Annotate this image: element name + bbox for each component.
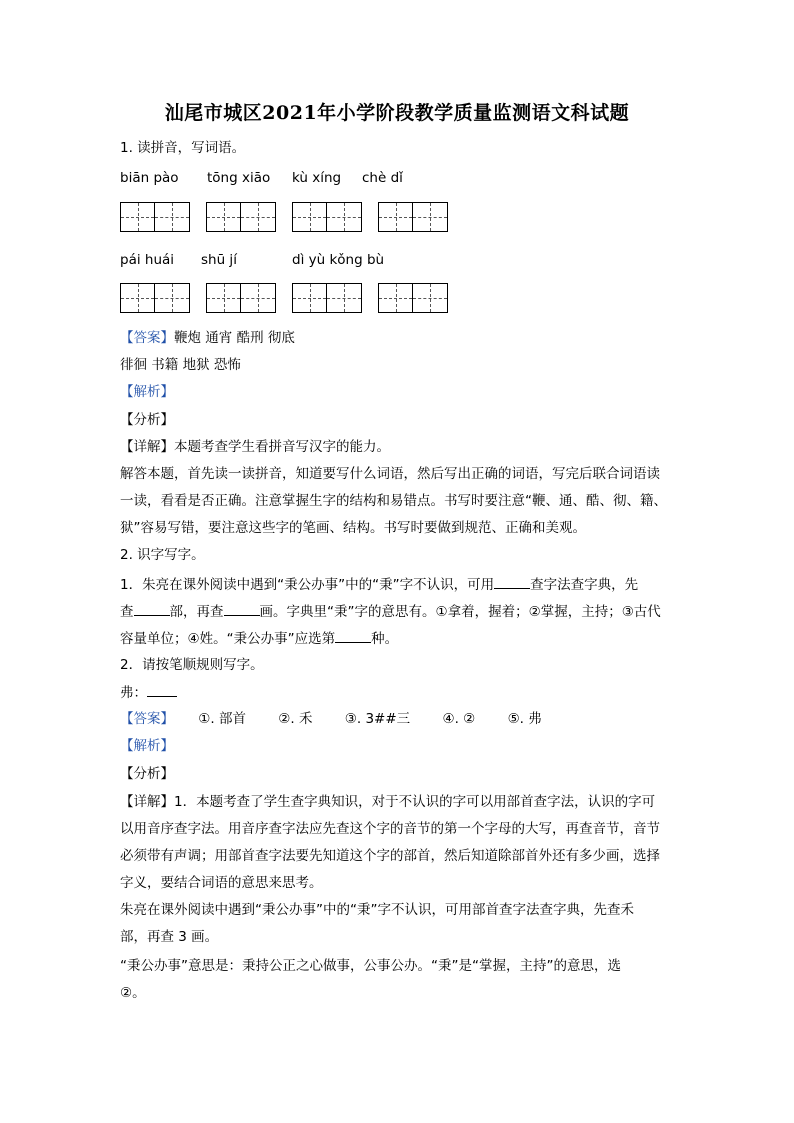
q2-sub1-text: 查 xyxy=(120,604,134,620)
writing-grid xyxy=(120,202,190,232)
q1-stem: 1. 读拼音，写词语。 xyxy=(120,140,246,156)
q2-detail-first xyxy=(120,792,655,812)
q1-detail-line-3: 狱”容易写错，要注意这些字的笔画、结构。书写时要做到规范、正确和美观。 xyxy=(120,520,586,536)
answer-text: 鞭炮 通宵 酷刑 彻底 xyxy=(174,330,295,346)
q2-sub1-text: 部，再查 xyxy=(169,604,224,620)
q2-detail-line-2: 必须带有声调；用部首查字法要先知道这个字的部首，然后知道除部首外还有多少画，选择 xyxy=(120,848,660,864)
q2-sub1-text: 种。 xyxy=(371,631,399,647)
fill-blank xyxy=(494,574,530,589)
answer-item: ①. 部首 xyxy=(198,711,246,727)
q1-pinyin-6: shū jí xyxy=(201,252,237,268)
answer-item: ⑤. 弗 xyxy=(507,711,542,727)
q2-answer-line xyxy=(120,709,542,729)
q2-stem: 2. 识字写字。 xyxy=(120,547,205,563)
q1-detail-line-1: 解答本题，首先读一读拼音，知道要写什么词语，然后写出正确的词语，写完后联合词语读 xyxy=(120,466,660,482)
q2-analysis-tag: 【解析】 xyxy=(120,738,174,754)
q2-detail-line-6: “秉公办事”意思是：秉持公正之心做事，公事公办。“秉”是“掌握，主持”的意思，选 xyxy=(120,958,621,974)
writing-grid xyxy=(120,283,190,313)
q2-detail-line-3: 字义，要结合词语的意思来思考。 xyxy=(120,875,323,891)
q2-sub1-text: 1．朱亮在课外阅读中遇到“秉公办事”中的“秉”字不认识，可用 xyxy=(120,577,495,593)
fill-blank xyxy=(335,628,371,643)
q2-sub1-text: 容量单位；④姓。“秉公办事”应选第 xyxy=(120,631,336,647)
q1-fenxi-tag: 【分析】 xyxy=(120,412,174,428)
page-title: 汕尾市城区2021年小学阶段教学质量监测语文科试题 xyxy=(164,102,630,124)
answer-item: ④. ② xyxy=(442,711,476,727)
q2-fenxi-tag: 【分析】 xyxy=(120,766,174,782)
q1-pinyin-4: chè dǐ xyxy=(362,170,403,186)
detail-tag: 【详解】 xyxy=(120,439,174,455)
q2-detail-line-5: 部，再查 3 画。 xyxy=(120,929,219,945)
answer-tag: 【答案】 xyxy=(120,711,174,727)
q2-detail-line-7: ②。 xyxy=(120,985,146,1001)
q2-char-label: 弗： xyxy=(120,685,147,701)
writing-grid xyxy=(378,283,448,313)
writing-grid xyxy=(378,202,448,232)
writing-grid xyxy=(206,202,276,232)
answer-tag: 【答案】 xyxy=(120,330,174,346)
q1-pinyin-2: tōng xiāo xyxy=(207,170,271,186)
q1-detail-line-2: 一读，看看是否正确。注意掌握生字的结构和易错点。书写时要注意“鞭、通、酷、彻、籍、 xyxy=(120,493,667,509)
fill-blank xyxy=(134,601,170,616)
q2-sub1-line-2 xyxy=(120,601,661,622)
q2-sub1-line-1 xyxy=(120,574,638,595)
q1-pinyin-1: biān pào xyxy=(120,170,179,186)
detail-text: 本题考查学生看拼音写汉字的能力。 xyxy=(174,439,390,455)
detail-tag: 【详解】 xyxy=(120,794,174,810)
q1-pinyin-3: kù xíng xyxy=(292,170,342,186)
q2-sub2-char xyxy=(120,682,177,703)
q1-analysis-tag: 【解析】 xyxy=(120,384,174,400)
q2-sub1-text: 画。字典里“秉”字的意思有。①拿着，握着；②掌握，主持；③古代 xyxy=(259,604,661,620)
detail-text: 1．本题考查了学生查字典知识，对于不认识的字可以用部首查字法，认识的字可 xyxy=(174,794,656,810)
q2-detail-line-1: 以用音序查字法。用音序查字法应先查这个字的音节的第一个字母的大写，再查音节，音节 xyxy=(120,821,660,837)
writing-grid xyxy=(292,202,362,232)
q2-sub1-line-3 xyxy=(120,628,398,649)
q1-pinyin-7: dì yù kǒng bù xyxy=(292,252,385,268)
fill-blank xyxy=(147,682,177,697)
answer-item: ③. 3##三 xyxy=(344,711,411,727)
q2-sub1-text: 查字法查字典，先 xyxy=(530,577,639,593)
answer-item: ②. 禾 xyxy=(278,711,313,727)
q1-pinyin-5: pái huái xyxy=(120,252,175,268)
q2-detail-line-4: 朱亮在课外阅读中遇到“秉公办事”中的“秉”字不认识，可用部首查字法查字典，先查禾 xyxy=(120,902,634,918)
fill-blank xyxy=(224,601,260,616)
writing-grid xyxy=(206,283,276,313)
q1-detail-first xyxy=(120,437,390,457)
q1-answer-line-1 xyxy=(120,328,295,348)
q2-sub2: 2．请按笔顺规则写字。 xyxy=(120,657,264,673)
q1-answer-line-2: 徘徊 书籍 地狱 恐怖 xyxy=(120,357,241,373)
writing-grid xyxy=(292,283,362,313)
